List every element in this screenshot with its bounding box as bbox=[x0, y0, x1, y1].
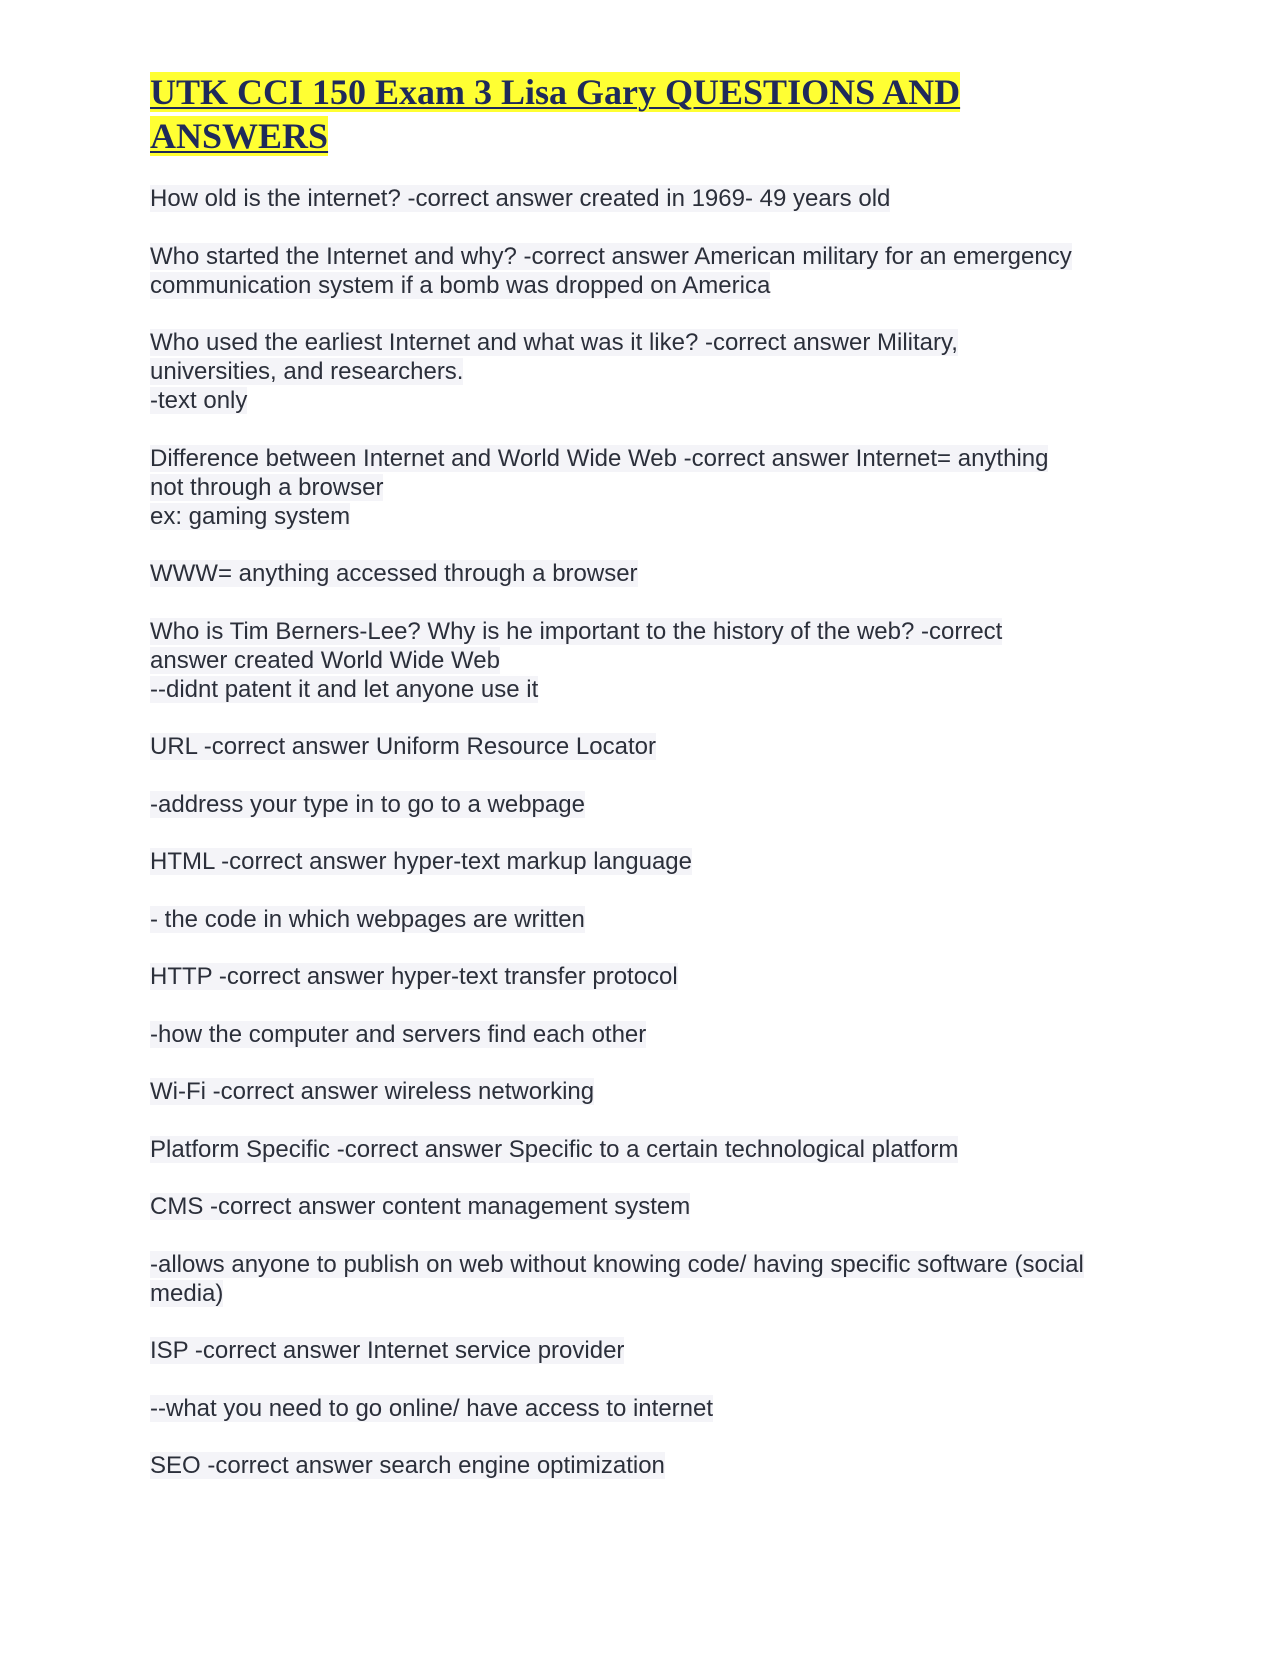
qa-line bbox=[150, 675, 1130, 704]
qa-line bbox=[150, 790, 1130, 819]
qa-line-text: Wi-Fi -correct answer wireless networking bbox=[150, 1078, 595, 1105]
qa-line-text: --didnt patent it and let anyone use it bbox=[150, 675, 539, 703]
qa-block bbox=[150, 962, 1130, 991]
qa-line-text: universities, and researchers. bbox=[150, 358, 464, 385]
qa-line bbox=[150, 271, 1130, 300]
qa-list bbox=[150, 184, 1130, 1480]
qa-line bbox=[150, 646, 1130, 675]
qa-block bbox=[150, 1250, 1130, 1308]
qa-line-text: answer created World Wide Web bbox=[150, 646, 500, 674]
qa-block bbox=[150, 328, 1130, 415]
qa-block bbox=[150, 1135, 1130, 1164]
qa-line bbox=[150, 357, 1130, 386]
qa-line bbox=[150, 473, 1130, 502]
qa-line bbox=[150, 1279, 1130, 1308]
qa-line bbox=[150, 962, 1130, 991]
qa-line-text: -how the computer and servers find each other bbox=[150, 1020, 647, 1048]
qa-line-text: WWW= anything accessed through a browser bbox=[150, 560, 638, 587]
document-title bbox=[150, 70, 1130, 158]
qa-line bbox=[150, 1250, 1130, 1279]
qa-block bbox=[150, 1192, 1130, 1221]
qa-line bbox=[150, 242, 1130, 271]
qa-line-text: SEO -correct answer search engine optimization bbox=[150, 1452, 665, 1479]
qa-block bbox=[150, 1394, 1130, 1423]
qa-line-text: HTML -correct answer hyper-text markup language bbox=[150, 848, 692, 875]
qa-line bbox=[150, 1336, 1130, 1365]
qa-block bbox=[150, 790, 1130, 819]
qa-line-text: URL -correct answer Uniform Resource Locator bbox=[150, 733, 656, 760]
qa-line-text: Who started the Internet and why? -correct answer American military for an emergency bbox=[150, 242, 1072, 270]
qa-line-text: ex: gaming system bbox=[150, 502, 351, 530]
qa-line bbox=[150, 1077, 1130, 1106]
qa-line bbox=[150, 847, 1130, 876]
qa-block bbox=[150, 242, 1130, 300]
qa-block bbox=[150, 444, 1130, 531]
qa-block bbox=[150, 847, 1130, 876]
qa-line bbox=[150, 1135, 1130, 1164]
qa-line-text: -address your type in to go to a webpage bbox=[150, 790, 585, 818]
document-title-text: UTK CCI 150 Exam 3 Lisa Gary QUESTIONS AND ANSWERS bbox=[150, 72, 961, 156]
qa-line-text: -allows anyone to publish on web without knowing code/ having specific software (social bbox=[150, 1250, 1084, 1278]
qa-line-text: CMS -correct answer content management system bbox=[150, 1193, 691, 1220]
qa-line-text: communication system if a bomb was dropped on America bbox=[150, 271, 771, 299]
qa-line bbox=[150, 184, 1130, 213]
qa-line bbox=[150, 732, 1130, 761]
qa-line-text: Who used the earliest Internet and what was it like? -correct answer Military, bbox=[150, 329, 958, 356]
qa-line-text: --what you need to go online/ have access to internet bbox=[150, 1394, 714, 1422]
qa-block bbox=[150, 1336, 1130, 1365]
qa-line bbox=[150, 1192, 1130, 1221]
qa-block bbox=[150, 1451, 1130, 1480]
qa-line bbox=[150, 444, 1130, 473]
qa-block bbox=[150, 559, 1130, 588]
qa-line-text: ISP -correct answer Internet service provider bbox=[150, 1337, 625, 1364]
qa-block bbox=[150, 905, 1130, 934]
qa-line-text: Difference between Internet and World Wide Web -correct answer Internet= anything bbox=[150, 444, 1049, 472]
qa-line-text: not through a browser bbox=[150, 473, 384, 501]
qa-line bbox=[150, 1394, 1130, 1423]
qa-line bbox=[150, 905, 1130, 934]
qa-line bbox=[150, 328, 1130, 357]
qa-line-text: How old is the internet? -correct answer created in 1969- 49 years old bbox=[150, 185, 891, 212]
qa-line bbox=[150, 617, 1130, 646]
qa-line bbox=[150, 502, 1130, 531]
qa-block bbox=[150, 1077, 1130, 1106]
qa-block bbox=[150, 617, 1130, 704]
qa-line bbox=[150, 386, 1130, 415]
qa-line bbox=[150, 1451, 1130, 1480]
qa-line-text: Who is Tim Berners-Lee? Why is he important to the history of the web? -correct bbox=[150, 617, 1003, 645]
qa-line-text: Platform Specific -correct answer Specific to a certain technological platform bbox=[150, 1135, 959, 1163]
qa-line-text: - the code in which webpages are written bbox=[150, 905, 585, 933]
qa-line bbox=[150, 559, 1130, 588]
qa-block bbox=[150, 1020, 1130, 1049]
document-content bbox=[150, 70, 1130, 1509]
qa-line bbox=[150, 1020, 1130, 1049]
qa-block bbox=[150, 732, 1130, 761]
qa-block bbox=[150, 184, 1130, 213]
qa-line-text: media) bbox=[150, 1279, 224, 1307]
qa-line-text: -text only bbox=[150, 387, 248, 414]
qa-line-text: HTTP -correct answer hyper-text transfer protocol bbox=[150, 963, 678, 990]
